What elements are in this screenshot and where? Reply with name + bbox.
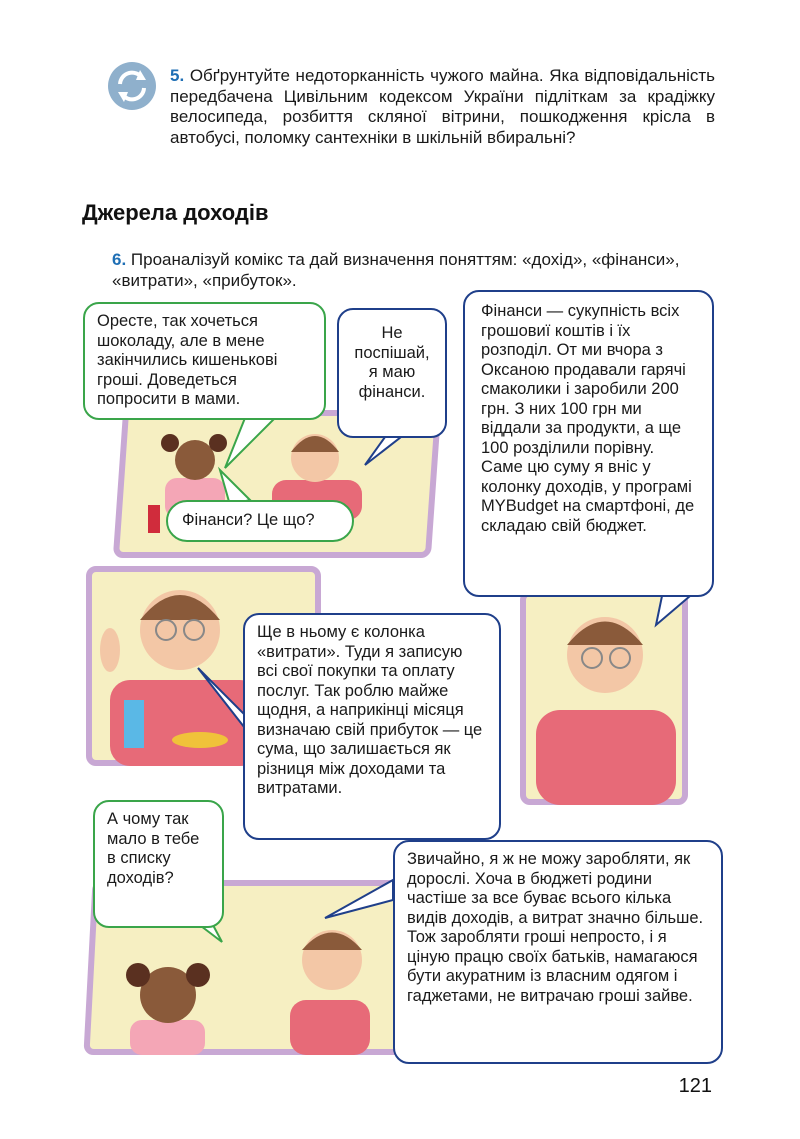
speech-bubble-6: А чому так мало в тебе в списку доходів? <box>93 800 224 928</box>
task-5-text: Обґрунтуйте недоторканність чужого майна. Яка відповідальність передбачена Цивільним кодексом України підліткам за крадіжку велосипеда, розбиття скляної вітрини, пошкодження крісла в автобусі, поломку сантехніки в шкільній вбиральні? <box>170 66 715 147</box>
speech-bubble-7: Звичайно, я ж не можу заробляти, як дорослі. Хоча в бюджеті родини частіше за все буває всього кілька видів доходів, а витрат значно більше. Тож заробляти гроші непросто, і я ціную працю своїх батьків, намагаюся бути акуратним із власним одягом і гаджетами, не витрачаю гроші зайве. <box>393 840 723 1064</box>
bubble-1-tail <box>225 418 275 468</box>
task-6-text: Проаналізуй комікс та дай визначення поняттям: «дохід», «фінанси», «витрати», «прибуток». <box>112 250 680 290</box>
boy-figure-4 <box>290 930 370 1055</box>
plate-food <box>172 732 228 748</box>
speech-bubble-5: Ще в ньому є колонка «витрати». Туди я записую всі свої покупки та оплату послуг. Так роблю майже щодня, а наприкінці місяця визначаю свій прибуток — це сума, що залишається як різниця між доходами та витратами. <box>243 613 501 840</box>
task-6-number: 6. <box>112 250 127 269</box>
section-title: Джерела доходів <box>82 200 269 225</box>
speech-bubble-1: Оресте, так хочеться шоколаду, але в мене закінчились кишенькові гроші. Доведеться попросити в мами. <box>83 302 326 420</box>
girl-figure-2 <box>126 963 210 1055</box>
bubble-4-tail <box>656 596 690 625</box>
page-number: 121 <box>678 1075 712 1097</box>
cup-red <box>148 505 160 533</box>
task-5-number: 5. <box>170 66 185 85</box>
boy-figure-3 <box>536 617 676 805</box>
bubble-7-tail <box>325 880 393 918</box>
speech-bubble-4: Фінанси — сукупність всіх грошовиї коштів і їх розподіл. От ми вчора з Оксаною продавали гарячі смаколики і заробили 200 грн. З них 100 грн ми віддали за продукти, а ще 100 розділили порівну. Саме цю суму я вніс у колонку доходів, у програмі MYBudget на смартфоні, де складаю свій бюджет. <box>463 290 714 597</box>
speech-bubble-2: Не поспішай, я маю фінанси. <box>337 308 447 438</box>
speech-bubble-3: Фінанси? Це що? <box>166 500 354 542</box>
glass-blue <box>124 700 144 748</box>
